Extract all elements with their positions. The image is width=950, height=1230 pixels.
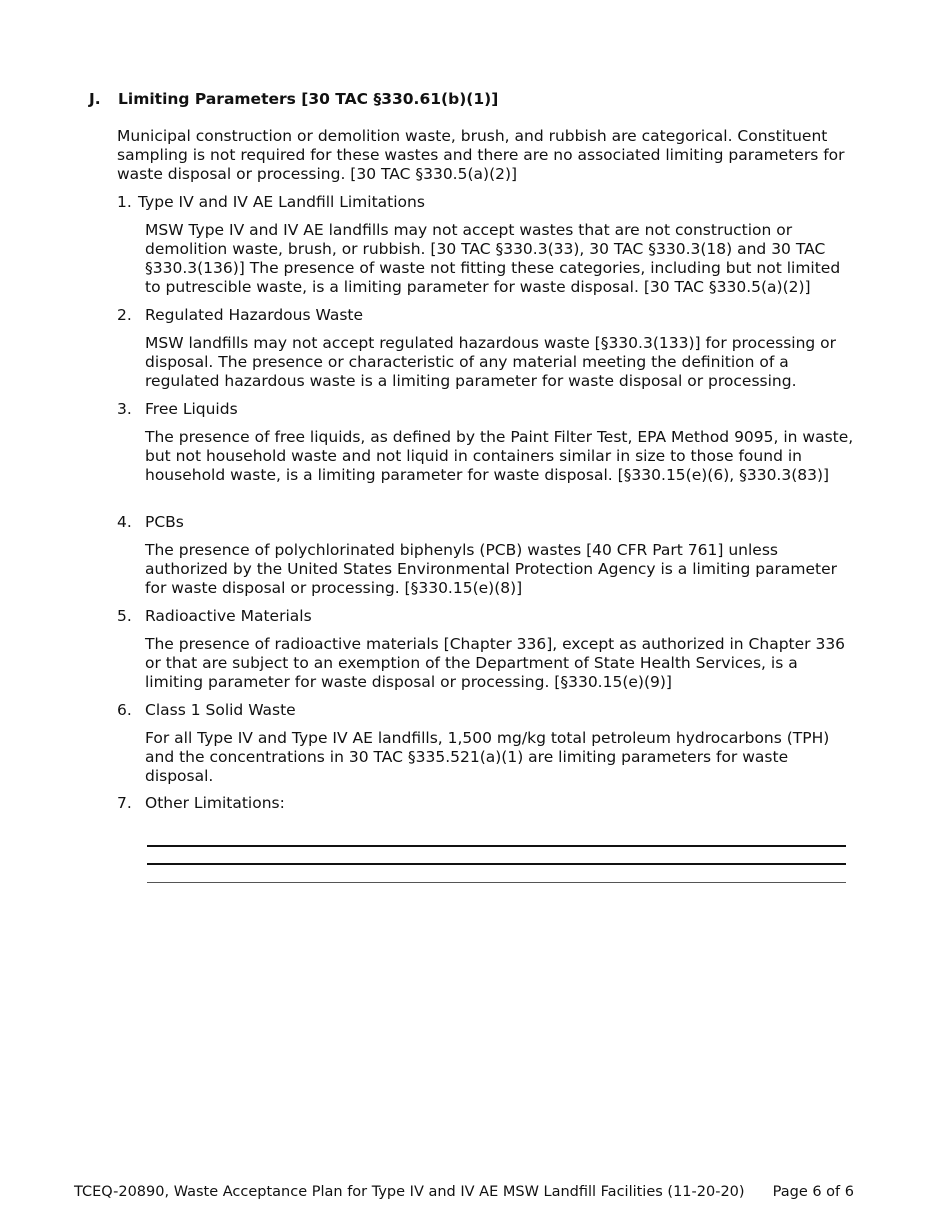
item-1-title: Type IV and IV AE Landfill Limitations — [138, 193, 425, 211]
item-5-body: The presence of radioactive materials [Chapter 336], except as authorized in Chapter 336 or that are subject to an exemption of the Department of State Health Services, is a limiting parameter for waste disposal or processing. [§330.15(e)(9)] — [145, 635, 846, 691]
item-3-body: The presence of free liquids, as defined by the Paint Filter Test, EPA Method 9095, in waste, but not household waste and not liquid in containers similar in size to those found in household waste, is a limiting parameter for waste disposal. [§330.15(e)(6), §330.3(83)] — [145, 428, 854, 484]
item-1-body: MSW Type IV and IV AE landfills may not accept wastes that are not construction or demolition waste, brush, or rubbish. [30 TAC §330.3(33), 30 TAC §330.3(18) and 30 TAC §330.3(136)] The presence of waste not fitting these categories, including but not limited to putrescible waste, is a limiting parameter for waste disposal. [30 TAC §330.5(a)(2)] — [145, 221, 841, 296]
item-6-body: For all Type IV and Type IV AE landfills, 1,500 mg/kg total petroleum hydrocarbons (TPH) and the concentrations in 30 TAC §335.521(a)(1) are limiting parameters for waste disposal. — [145, 729, 830, 785]
other-limitations-line-1 — [147, 845, 846, 847]
item-7-title: Other Limitations: — [145, 794, 285, 812]
item-5-heading — [117, 607, 312, 626]
section-intro: Municipal construction or demolition waste, brush, and rubbish are categorical. Constituent sampling is not required for these wastes and there are no associated limiting parameters for waste disposal or processing. [30 TAC §330.5(a)(2)] — [117, 127, 845, 183]
item-7-number: 7. — [117, 794, 132, 812]
item-4-number: 4. — [117, 513, 132, 531]
item-2-title: Regulated Hazardous Waste — [145, 306, 364, 324]
item-6-title: Class 1 Solid Waste — [145, 701, 296, 719]
item-2-number: 2. — [117, 306, 132, 324]
footer-page-number: Page 6 of 6 — [772, 1184, 854, 1200]
item-2-heading — [117, 306, 363, 325]
footer-form-id: TCEQ-20890, Waste Acceptance Plan for Type IV and IV AE MSW Landfill Facilities (11-20-20) — [74, 1184, 745, 1200]
item-1-number: 1. — [117, 193, 132, 211]
other-limitations-line-2 — [147, 863, 846, 865]
item-6-number: 6. — [117, 701, 132, 719]
item-5-title: Radioactive Materials — [145, 607, 312, 625]
section-heading — [89, 90, 498, 108]
item-4-heading — [117, 513, 184, 532]
section-letter: J. — [89, 90, 101, 108]
item-6-heading — [117, 701, 296, 720]
item-3-number: 3. — [117, 400, 132, 418]
section-title: Limiting Parameters [30 TAC §330.61(b)(1)] — [118, 90, 499, 108]
item-4-body: The presence of polychlorinated biphenyls (PCB) wastes [40 CFR Part 761] unless authorized by the United States Environmental Protection Agency is a limiting parameter for waste disposal or processing. [§330.15(e)(8)] — [145, 541, 838, 597]
item-1-heading — [117, 193, 425, 212]
item-7-heading — [117, 794, 285, 813]
item-3-title: Free Liquids — [145, 400, 238, 418]
item-4-title: PCBs — [145, 513, 184, 531]
item-2-body: MSW landfills may not accept regulated hazardous waste [§330.3(133)] for processing or disposal. The presence or characteristic of any material meeting the definition of a regulated hazardous waste is a limiting parameter for waste disposal or processing. — [145, 334, 837, 390]
item-5-number: 5. — [117, 607, 132, 625]
other-limitations-line-3 — [147, 882, 846, 883]
item-3-heading — [117, 400, 238, 419]
